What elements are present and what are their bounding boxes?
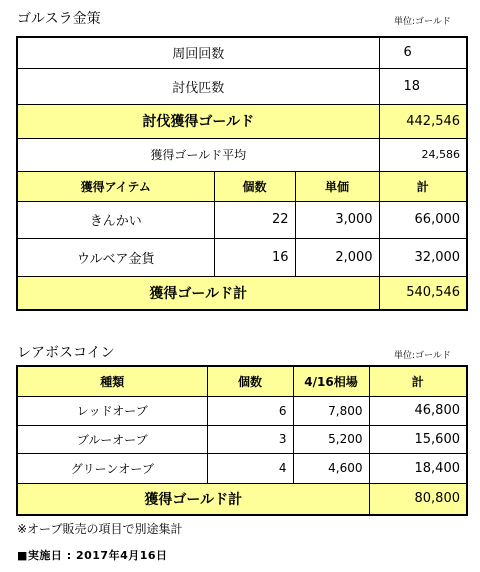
footnote: ※オーブ販売の項目で別途集計 bbox=[17, 522, 183, 536]
item-price: 2,000 bbox=[295, 238, 379, 276]
header-item: 獲得アイテム bbox=[17, 171, 214, 201]
battle-gold-label: 討伐獲得ゴールド bbox=[17, 104, 379, 138]
orb-qty: 4 bbox=[207, 453, 293, 483]
orb-qty: 6 bbox=[207, 396, 293, 425]
orbs-header-row bbox=[17, 366, 467, 396]
item-qty: 16 bbox=[214, 238, 295, 276]
unit-label: 単位:ゴールド bbox=[394, 17, 451, 27]
item-row bbox=[17, 201, 467, 238]
rare-boss-coin-table bbox=[16, 365, 468, 516]
header-qty: 個数 bbox=[214, 171, 295, 201]
summary-row-laps bbox=[17, 37, 467, 68]
header-price: 単価 bbox=[295, 171, 379, 201]
orb-total: 15,600 bbox=[369, 425, 467, 453]
orb-total: 18,400 bbox=[369, 453, 467, 483]
average-label: 獲得ゴールド平均 bbox=[17, 138, 379, 171]
orb-total: 46,800 bbox=[369, 396, 467, 425]
section-title-rare-boss-coin: レアボスコイン bbox=[17, 345, 115, 361]
orb-name: ブルーオーブ bbox=[17, 425, 207, 453]
gold-summary-table bbox=[16, 36, 468, 311]
orbs-total-value: 80,800 bbox=[369, 483, 467, 515]
average-value: 24,586 bbox=[379, 138, 467, 171]
battle-gold-value: 442,546 bbox=[379, 104, 467, 138]
item-name: ウルベア金貨 bbox=[17, 238, 214, 276]
header-total: 計 bbox=[369, 366, 467, 396]
header-total: 計 bbox=[379, 171, 467, 201]
item-total: 66,000 bbox=[379, 201, 467, 238]
item-price: 3,000 bbox=[295, 201, 379, 238]
unit-label: 単位:ゴールド bbox=[394, 351, 451, 361]
summary-row-kills bbox=[17, 68, 467, 104]
items-header-row bbox=[17, 171, 467, 201]
header-kind: 種類 bbox=[17, 366, 207, 396]
orbs-total-label: 獲得ゴールド計 bbox=[17, 483, 369, 515]
item-total: 32,000 bbox=[379, 238, 467, 276]
item-qty: 22 bbox=[214, 201, 295, 238]
laps-value: 6 bbox=[379, 37, 467, 68]
header-market-price: 4/16相場 bbox=[293, 366, 369, 396]
summary-row-average bbox=[17, 138, 467, 171]
orb-name: レッドオーブ bbox=[17, 396, 207, 425]
item-name: きんかい bbox=[17, 201, 214, 238]
orb-price: 4,600 bbox=[293, 453, 369, 483]
section-title-gold-slime: ゴルスラ金策 bbox=[17, 11, 101, 27]
kills-value: 18 bbox=[379, 68, 467, 104]
orb-price: 7,800 bbox=[293, 396, 369, 425]
grand-total-value: 540,546 bbox=[379, 276, 467, 310]
orb-name: グリーンオーブ bbox=[17, 453, 207, 483]
grand-total-row bbox=[17, 276, 467, 310]
laps-label: 周回回数 bbox=[17, 37, 379, 68]
orb-qty: 3 bbox=[207, 425, 293, 453]
orb-row bbox=[17, 453, 467, 483]
orb-price: 5,200 bbox=[293, 425, 369, 453]
date-line: ■実施日 : 2017年4月16日 bbox=[17, 549, 168, 562]
orb-row bbox=[17, 425, 467, 453]
grand-total-label: 獲得ゴールド計 bbox=[17, 276, 379, 310]
summary-row-battle-gold bbox=[17, 104, 467, 138]
kills-label: 討伐匹数 bbox=[17, 68, 379, 104]
header-qty: 個数 bbox=[207, 366, 293, 396]
orbs-total-row bbox=[17, 483, 467, 515]
item-row bbox=[17, 238, 467, 276]
orb-row bbox=[17, 396, 467, 425]
